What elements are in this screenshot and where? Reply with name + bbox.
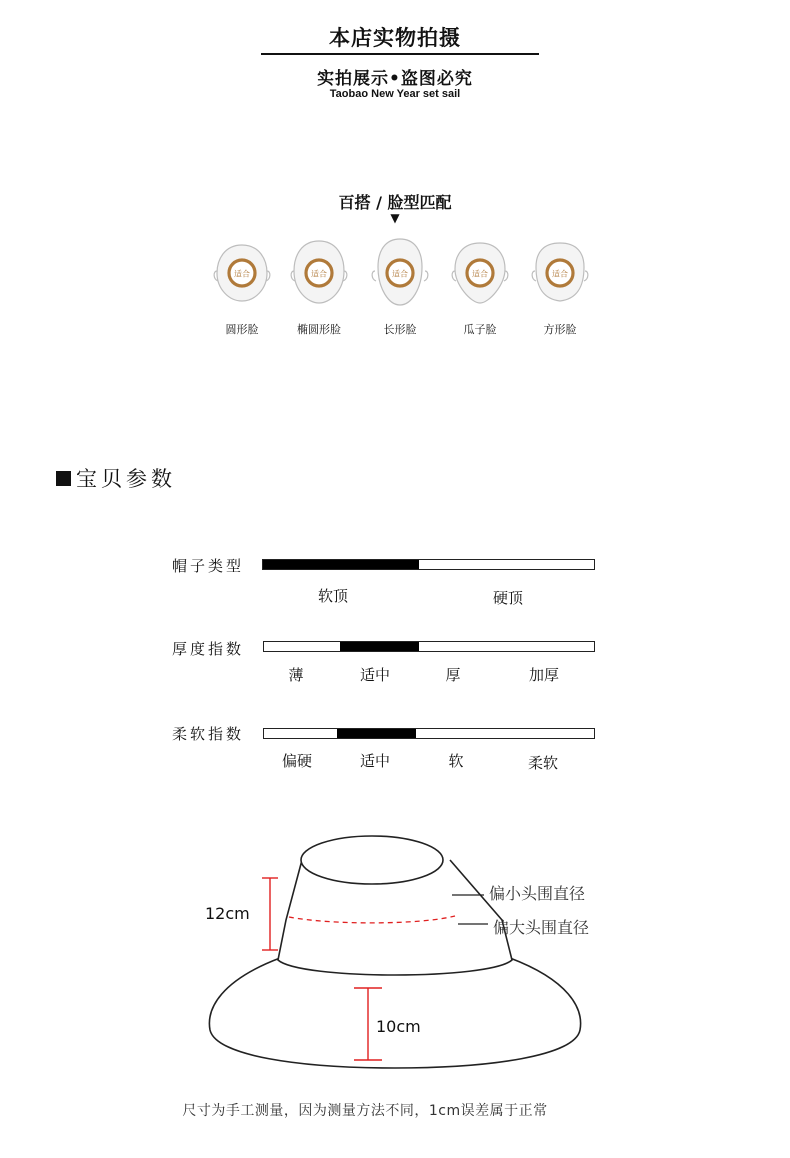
param-option: 软	[448, 752, 464, 770]
params-heading	[56, 463, 176, 493]
face-icon-round	[207, 237, 277, 307]
param-label-hat-type: 帽子类型	[172, 557, 245, 575]
face-icon-square	[525, 237, 595, 307]
param-option: 厚	[445, 666, 461, 684]
face-label: 长形脸	[383, 323, 417, 336]
face-icon-heart	[445, 237, 515, 307]
param-bar-fill	[263, 560, 419, 569]
hat-top	[301, 836, 443, 884]
param-option: 薄	[288, 666, 304, 684]
param-bar-thickness	[263, 641, 595, 652]
param-bar-fill	[340, 642, 419, 651]
suitable-badge-text: 适合	[234, 269, 250, 279]
page-tagline: Taobao New Year set sail	[329, 88, 461, 100]
square-bullet-icon	[56, 471, 71, 486]
down-arrow-icon: ▼	[390, 211, 400, 225]
face-label: 瓜子脸	[463, 323, 497, 336]
param-option: 适中	[359, 752, 390, 770]
suitable-badge-text: 适合	[311, 269, 327, 279]
title-divider	[261, 53, 539, 55]
face-label: 椭圆形脸	[297, 323, 341, 336]
param-bar-hat-type	[262, 559, 595, 570]
param-option: 加厚	[528, 666, 559, 684]
crown-height-label: 12cm	[205, 904, 250, 923]
param-option: 适中	[359, 666, 390, 684]
param-label-thickness: 厚度指数	[172, 640, 245, 658]
param-bar-softness	[263, 728, 595, 739]
page-title: 本店实物拍摄	[329, 26, 461, 50]
param-label-softness: 柔软指数	[172, 725, 245, 743]
face-label: 方形脸	[543, 323, 577, 336]
face-match-title: 百搭 / 脸型匹配	[338, 193, 452, 212]
small-head-note: 偏小头围直径	[489, 884, 586, 903]
face-icon-long	[365, 237, 435, 307]
param-option: 硬顶	[492, 589, 523, 607]
params-heading-text: 宝贝参数	[76, 467, 176, 491]
page-subtitle: 实拍展示•盗图必究	[317, 69, 473, 89]
param-option: 软顶	[317, 587, 348, 605]
suitable-badge-text: 适合	[552, 269, 568, 279]
brim-width-label: 10cm	[376, 1017, 421, 1036]
suitable-badge-text: 适合	[472, 269, 488, 279]
hat-diagram	[0, 820, 790, 1090]
param-bar-fill	[337, 729, 416, 738]
param-option: 柔软	[527, 754, 558, 772]
suitable-badge-text: 适合	[392, 269, 408, 279]
face-label: 圆形脸	[225, 323, 259, 336]
face-icon-oval	[284, 237, 354, 307]
measurement-footnote: 尺寸为手工测量，因为测量方法不同，1cm误差属于正常	[182, 1103, 548, 1119]
large-head-note: 偏大头围直径	[493, 918, 590, 937]
param-option: 偏硬	[281, 752, 312, 770]
